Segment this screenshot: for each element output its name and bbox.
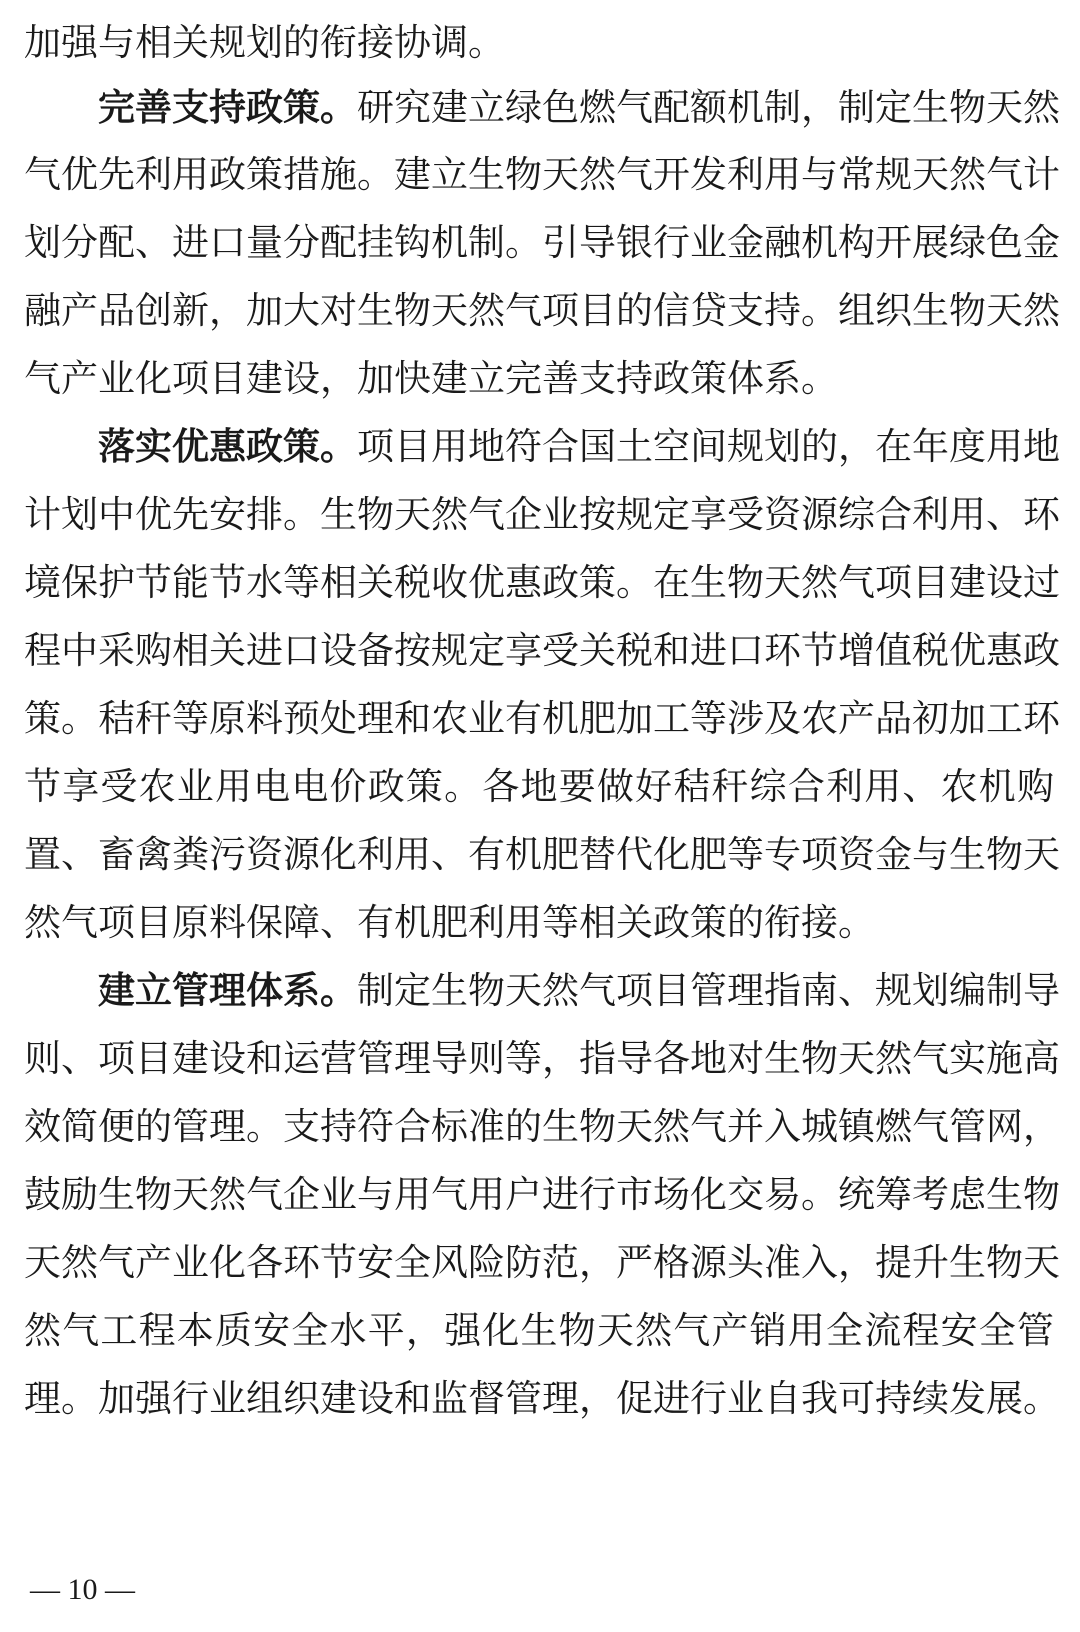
text-line: 天然气产业化各环节安全风险防范，严格源头准入，提升生物天	[24, 1241, 1060, 1284]
text-line: 计划中优先安排。生物天然气企业按规定享受资源综合利用、环	[24, 493, 1060, 536]
text-line: 境保护节能节水等相关税收优惠政策。在生物天然气项目建设过	[24, 561, 1060, 604]
text-line: 气优先利用政策措施。建立生物天然气开发利用与常规天然气计	[24, 153, 1060, 196]
text-span: 项目用地符合国土空间规划的，在年度用地	[357, 425, 1060, 468]
text-line: 程中采购相关进口设备按规定享受关税和进口环节增值税优惠政	[24, 629, 1060, 672]
text-line: 理。加强行业组织建设和监督管理，促进行业自我可持续发展。	[24, 1377, 1060, 1420]
section-heading-line	[98, 83, 1060, 133]
text-line: 划分配、进口量分配挂钩机制。引导银行业金融机构开展绿色金	[24, 221, 1060, 264]
text-line: 加强与相关规划的衔接协调。	[24, 21, 505, 64]
section-heading: 完善支持政策。	[98, 86, 357, 129]
text-span: 制定生物天然气项目管理指南、规划编制导	[357, 969, 1060, 1012]
text-line: 然气工程本质安全水平，强化生物天然气产销用全流程安全管	[24, 1309, 1054, 1352]
text-line: 鼓励生物天然气企业与用气用户进行市场化交易。统筹考虑生物	[24, 1173, 1060, 1216]
text-line: 融产品创新，加大对生物天然气项目的信贷支持。组织生物天然	[24, 289, 1060, 332]
page-number: — 10 —	[30, 1573, 135, 1606]
text-line: 节享受农业用电电价政策。各地要做好秸秆综合利用、农机购	[24, 765, 1054, 808]
section-heading: 落实优惠政策。	[98, 425, 357, 468]
section-heading-line	[98, 422, 1060, 472]
text-line: 效简便的管理。支持符合标准的生物天然气并入城镇燃气管网，	[24, 1105, 1060, 1148]
section-heading: 建立管理体系。	[98, 969, 357, 1012]
text-span: 研究建立绿色燃气配额机制，制定生物天然	[357, 86, 1060, 129]
text-line: 然气项目原料保障、有机肥利用等相关政策的衔接。	[24, 901, 875, 944]
text-line: 气产业化项目建设，加快建立完善支持政策体系。	[24, 357, 838, 400]
section-heading-line	[98, 966, 1060, 1016]
text-line: 策。秸秆等原料预处理和农业有机肥加工等涉及农产品初加工环	[24, 697, 1060, 740]
text-line: 则、项目建设和运营管理导则等，指导各地对生物天然气实施高	[24, 1037, 1060, 1080]
text-line: 置、畜禽粪污资源化利用、有机肥替代化肥等专项资金与生物天	[24, 833, 1060, 876]
